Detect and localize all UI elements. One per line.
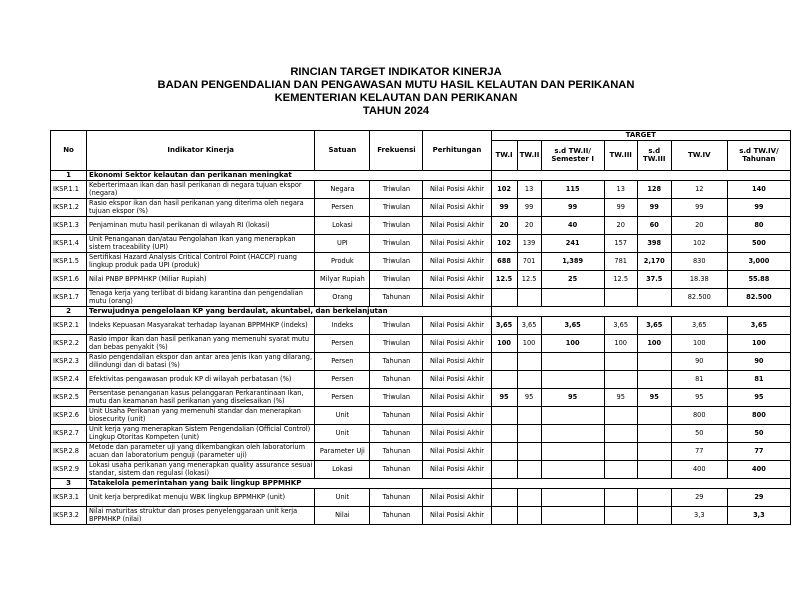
row-satuan: Orang [315,289,370,307]
target-cell: 99 [671,199,727,217]
row-indikator: Nilai PNBP BPPMHKP (Miliar Rupiah) [87,271,315,289]
target-cell [517,425,541,443]
target-cell: 400 [671,461,727,479]
target-cell [541,507,604,525]
row-perhitungan: Nilai Posisi Akhir [423,217,491,235]
table-row [51,289,791,307]
target-cell: 140 [727,181,790,199]
target-cell: 100 [637,335,671,353]
target-cell: 20 [604,217,637,235]
row-code: IKSP.2.6 [51,407,87,425]
target-cell [604,443,637,461]
target-cell [491,461,517,479]
section-title: Tatakelola pemerintahan yang baik lingkup BPPMHKP [87,479,492,489]
target-cell: 81 [727,371,790,389]
target-cell: 400 [727,461,790,479]
row-indikator: Sertifikasi Hazard Analysis Critical Control Point (HACCP) ruang lingkup produk pada UPI (produk) [87,253,315,271]
row-satuan: Lokasi [315,217,370,235]
target-cell: 81 [671,371,727,389]
row-satuan: Persen [315,371,370,389]
header-sd-tw2: s.d TW.II/ Semester I [541,141,604,171]
row-indikator: Unit kerja yang menerapkan Sistem Pengendalian (Official Control) Lingkup Otoritas Kompeten (unit) [87,425,315,443]
target-cell [637,289,671,307]
target-cell: 40 [541,217,604,235]
target-cell: 99 [604,199,637,217]
target-cell [517,461,541,479]
row-perhitungan: Nilai Posisi Akhir [423,507,491,525]
target-cell [491,507,517,525]
target-cell [637,507,671,525]
target-cell: 781 [604,253,637,271]
table-row [51,425,791,443]
title-line-4: TAHUN 2024 [362,105,430,117]
row-indikator: Tenaga kerja yang terlibat di bidang karantina dan pengendalian mutu (orang) [87,289,315,307]
header-target: TARGET [491,131,790,141]
row-frekuensi: Triwulan [370,389,423,407]
target-cell: 95 [491,389,517,407]
row-code: IKSP.2.3 [51,353,87,371]
section-no: 2 [51,307,87,317]
target-cell [517,407,541,425]
table-row [51,317,791,335]
row-indikator: Keberterimaan ikan dan hasil perikanan di negara tujuan ekspor (negara) [87,181,315,199]
table-row [51,199,791,217]
target-cell: 100 [727,335,790,353]
target-cell: 3,65 [604,317,637,335]
row-frekuensi: Triwulan [370,335,423,353]
target-cell: 20 [671,217,727,235]
section-row [51,307,791,317]
target-cell [517,289,541,307]
row-code: IKSP.1.2 [51,199,87,217]
target-cell: 95 [604,389,637,407]
section-title: Terwujudnya pengelolaan KP yang berdaulat, akuntabel, dan berkelanjutan [87,307,492,317]
row-code: IKSP.1.4 [51,235,87,253]
target-cell: 13 [604,181,637,199]
target-cell: 82.500 [727,289,790,307]
target-cell: 80 [727,217,790,235]
target-cell [491,353,517,371]
target-cell [541,425,604,443]
target-cell: 20 [491,217,517,235]
row-frekuensi: Tahunan [370,461,423,479]
row-satuan: Persen [315,353,370,371]
table-row [51,407,791,425]
row-frekuensi: Tahunan [370,371,423,389]
header-frekuensi: Frekuensi [370,131,423,171]
target-cell [541,443,604,461]
target-cell: 12 [671,181,727,199]
row-satuan: Unit [315,425,370,443]
target-cell [491,425,517,443]
table-row [51,353,791,371]
row-satuan: Nilai [315,507,370,525]
target-cell: 3,65 [517,317,541,335]
target-cell: 25 [541,271,604,289]
target-cell [517,371,541,389]
table-row [51,443,791,461]
target-cell [604,407,637,425]
target-cell [637,443,671,461]
table-row [51,489,791,507]
row-indikator: Nilai maturitas struktur dan proses penyelenggaraan unit kerja BPPMHKP (nilai) [87,507,315,525]
header-no: No [51,131,87,171]
section-filler [491,171,790,181]
row-perhitungan: Nilai Posisi Akhir [423,371,491,389]
row-code: IKSP.3.2 [51,507,87,525]
target-cell: 12.5 [491,271,517,289]
table-row [51,507,791,525]
target-cell [604,461,637,479]
target-cell: 99 [637,199,671,217]
row-satuan: Indeks [315,317,370,335]
row-frekuensi: Triwulan [370,235,423,253]
row-perhitungan: Nilai Posisi Akhir [423,199,491,217]
target-cell [541,407,604,425]
target-cell: 800 [727,407,790,425]
target-cell: 99 [491,199,517,217]
header-tw4: TW.IV [671,141,727,171]
target-cell [604,507,637,525]
header-tw3: TW.III [604,141,637,171]
table-row [51,371,791,389]
target-cell [491,489,517,507]
target-cell: 29 [671,489,727,507]
row-code: IKSP.3.1 [51,489,87,507]
row-indikator: Efektivitas pengawasan produk KP di wilayah perbatasan (%) [87,371,315,389]
row-code: IKSP.2.8 [51,443,87,461]
target-cell: 102 [671,235,727,253]
row-frekuensi: Tahunan [370,425,423,443]
table-row [51,181,791,199]
target-cell: 77 [727,443,790,461]
row-frekuensi: Tahunan [370,507,423,525]
row-satuan: Unit [315,407,370,425]
table-row [51,335,791,353]
target-cell: 95 [671,389,727,407]
target-cell [604,371,637,389]
target-cell [637,489,671,507]
row-frekuensi: Triwulan [370,317,423,335]
target-cell: 3,65 [727,317,790,335]
target-cell: 2,170 [637,253,671,271]
target-cell [637,461,671,479]
row-indikator: Lokasi usaha perikanan yang menerapkan quality assurance sesuai standar, sistem dan regulasi (lokasi) [87,461,315,479]
target-cell: 99 [517,199,541,217]
target-cell: 20 [517,217,541,235]
table-body [51,171,791,525]
row-indikator: Unit Penanganan dan/atau Pengolahan Ikan yang menerapkan sistem traceability (UPI) [87,235,315,253]
target-cell: 139 [517,235,541,253]
row-frekuensi: Tahunan [370,489,423,507]
target-cell: 115 [541,181,604,199]
table-row [51,389,791,407]
row-code: IKSP.1.5 [51,253,87,271]
target-cell: 12.5 [517,271,541,289]
target-cell: 102 [491,235,517,253]
target-cell: 800 [671,407,727,425]
row-perhitungan: Nilai Posisi Akhir [423,443,491,461]
row-frekuensi: Tahunan [370,443,423,461]
target-cell [604,289,637,307]
target-cell: 13 [517,181,541,199]
target-cell [517,353,541,371]
section-row [51,171,791,181]
target-cell: 3,65 [491,317,517,335]
row-code: IKSP.1.7 [51,289,87,307]
table-row [51,271,791,289]
title-line-2: BADAN PENGENDALIAN DAN PENGAWASAN MUTU HASIL KELAUTAN DAN PERIKANAN [157,79,635,91]
header-tw2: TW.II [517,141,541,171]
target-cell [517,489,541,507]
section-filler [491,307,790,317]
target-cell: 50 [671,425,727,443]
target-cell [541,289,604,307]
title-line-1: RINCIAN TARGET INDIKATOR KINERJA [290,66,502,78]
row-frekuensi: Tahunan [370,407,423,425]
target-cell: 102 [491,181,517,199]
row-satuan: Unit [315,489,370,507]
target-cell: 50 [727,425,790,443]
row-perhitungan: Nilai Posisi Akhir [423,235,491,253]
section-no: 3 [51,479,87,489]
target-cell: 128 [637,181,671,199]
target-cell: 60 [637,217,671,235]
target-cell: 241 [541,235,604,253]
target-cell: 1,389 [541,253,604,271]
row-code: IKSP.2.9 [51,461,87,479]
target-cell: 99 [541,199,604,217]
target-cell [637,353,671,371]
row-perhitungan: Nilai Posisi Akhir [423,425,491,443]
target-cell: 3,000 [727,253,790,271]
row-indikator: Penjaminan mutu hasil perikanan di wilayah RI (lokasi) [87,217,315,235]
header-tw1: TW.I [491,141,517,171]
row-satuan: Negara [315,181,370,199]
section-no: 1 [51,171,87,181]
row-perhitungan: Nilai Posisi Akhir [423,407,491,425]
target-cell [541,353,604,371]
target-cell [637,425,671,443]
row-indikator: Metode dan parameter uji yang dikembangkan oleh laboratorium acuan dan laboratorium penguji (parameter uji) [87,443,315,461]
header-satuan: Satuan [315,131,370,171]
header-sd-tw4: s.d TW.IV/ Tahunan [727,141,790,171]
row-indikator: Unit kerja berpredikat menuju WBK lingkup BPPMHKP (unit) [87,489,315,507]
target-cell: 100 [541,335,604,353]
target-cell: 95 [637,389,671,407]
target-cell: 12.5 [604,271,637,289]
row-code: IKSP.2.7 [51,425,87,443]
header-perhitungan: Perhitungan [423,131,491,171]
target-cell [491,289,517,307]
row-satuan: Persen [315,335,370,353]
target-cell: 100 [671,335,727,353]
target-cell: 830 [671,253,727,271]
target-cell: 95 [517,389,541,407]
target-cell: 37.5 [637,271,671,289]
target-cell: 100 [491,335,517,353]
target-cell: 99 [727,199,790,217]
target-cell: 77 [671,443,727,461]
target-cell: 3,65 [637,317,671,335]
target-cell: 398 [637,235,671,253]
row-satuan: Milyar Rupiah [315,271,370,289]
table-row [51,235,791,253]
target-cell [491,443,517,461]
target-cell: 3,3 [671,507,727,525]
target-cell: 90 [727,353,790,371]
row-perhitungan: Nilai Posisi Akhir [423,353,491,371]
target-cell [541,371,604,389]
header-sd-tw3: s.d TW.III [637,141,671,171]
target-cell: 3,3 [727,507,790,525]
row-frekuensi: Triwulan [370,217,423,235]
header-indikator: Indikator Kinerja [87,131,315,171]
row-perhitungan: Nilai Posisi Akhir [423,335,491,353]
row-perhitungan: Nilai Posisi Akhir [423,317,491,335]
target-cell [604,353,637,371]
target-cell: 688 [491,253,517,271]
section-row [51,479,791,489]
target-cell [541,489,604,507]
target-cell: 29 [727,489,790,507]
target-cell: 3,65 [671,317,727,335]
section-title: Ekonomi Sektor kelautan dan perikanan meningkat [87,171,492,181]
row-code: IKSP.1.6 [51,271,87,289]
row-code: IKSP.1.1 [51,181,87,199]
row-indikator: Unit Usaha Perikanan yang memenuhi standar dan menerapkan biosecurity (unit) [87,407,315,425]
target-cell: 3,65 [541,317,604,335]
row-satuan: Persen [315,389,370,407]
row-perhitungan: Nilai Posisi Akhir [423,289,491,307]
target-cell: 500 [727,235,790,253]
target-cell: 157 [604,235,637,253]
target-cell: 100 [517,335,541,353]
target-cell: 100 [604,335,637,353]
target-cell [491,407,517,425]
row-frekuensi: Tahunan [370,289,423,307]
row-code: IKSP.1.3 [51,217,87,235]
target-cell: 95 [727,389,790,407]
row-code: IKSP.2.2 [51,335,87,353]
row-code: IKSP.2.4 [51,371,87,389]
row-frekuensi: Triwulan [370,271,423,289]
document-title-block [0,66,792,118]
row-frekuensi: Triwulan [370,199,423,217]
row-code: IKSP.2.5 [51,389,87,407]
row-satuan: Produk [315,253,370,271]
row-indikator: Persentase penanganan kasus pelanggaran Perkarantinaan Ikan, mutu dan keamanan hasil perikanan yang diselesaikan (%) [87,389,315,407]
target-cell [541,461,604,479]
target-cell [491,371,517,389]
row-satuan: UPI [315,235,370,253]
row-indikator: Rasio ekspor ikan dan hasil perikanan yang diterima oleh negara tujuan ekspor (%) [87,199,315,217]
row-satuan: Persen [315,199,370,217]
row-code: IKSP.2.1 [51,317,87,335]
target-cell [517,443,541,461]
row-satuan: Parameter Uji [315,443,370,461]
row-perhitungan: Nilai Posisi Akhir [423,461,491,479]
row-indikator: Rasio impor ikan dan hasil perikanan yang memenuhi syarat mutu dan bebas penyakit (%) [87,335,315,353]
row-satuan: Lokasi [315,461,370,479]
target-cell [604,425,637,443]
target-cell: 701 [517,253,541,271]
row-frekuensi: Tahunan [370,353,423,371]
target-cell: 82.500 [671,289,727,307]
target-cell: 55.88 [727,271,790,289]
target-cell [637,407,671,425]
row-frekuensi: Triwulan [370,253,423,271]
row-indikator: Rasio pengendalian ekspor dan antar area jenis ikan yang dilarang, dilindungi dan di batasi (%) [87,353,315,371]
target-cell: 18.38 [671,271,727,289]
row-perhitungan: Nilai Posisi Akhir [423,181,491,199]
target-table [50,130,791,525]
table-row [51,253,791,271]
target-cell [517,507,541,525]
target-cell: 95 [541,389,604,407]
row-indikator: Indeks Kepuasan Masyarakat terhadap layanan BPPMHKP (indeks) [87,317,315,335]
row-perhitungan: Nilai Posisi Akhir [423,489,491,507]
table-row [51,217,791,235]
title-line-3: KEMENTERIAN KELAUTAN DAN PERIKANAN [274,92,518,104]
row-perhitungan: Nilai Posisi Akhir [423,271,491,289]
target-cell [604,489,637,507]
row-perhitungan: Nilai Posisi Akhir [423,253,491,271]
target-cell: 90 [671,353,727,371]
row-frekuensi: Triwulan [370,181,423,199]
row-perhitungan: Nilai Posisi Akhir [423,389,491,407]
table-row [51,461,791,479]
target-cell [637,371,671,389]
section-filler [491,479,790,489]
